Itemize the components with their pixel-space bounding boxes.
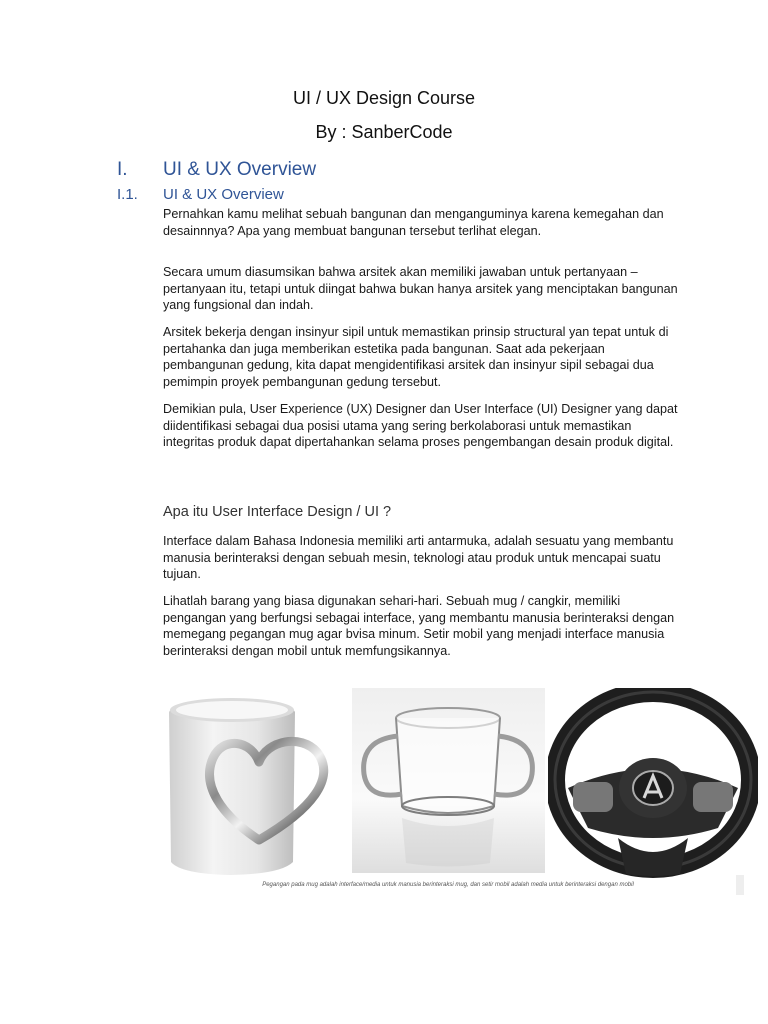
ui-heading: Apa itu User Interface Design / UI ? (163, 504, 392, 520)
paragraph: Pernahkan kamu melihat sebuah bangunan dan menganguminya karena kemegahan dan desainnnya? Apa yang membuat bangunan tersebut terlihat elegan. (163, 207, 664, 238)
figure-caption: Pegangan pada mug adalah interface/media untuk manusia berinteraksi mug, dan setir mobil adalah media untuk berinteraksi dengan mobil (262, 882, 634, 888)
page-scroll-marker (736, 875, 744, 895)
glass-cup-image (352, 688, 545, 873)
document-byline: By : SanberCode (315, 122, 453, 142)
subsection-number: I.1. (117, 186, 138, 203)
paragraph: Secara umum diasumsikan bahwa arsitek akan memiliki jawaban untuk pertanyaan – pertanyaan itu, tetapi untuk diingat bahwa bukan hanya arsitek yang menciptakan bangunan yang fungsional dan indah. (163, 265, 678, 313)
mug-image (161, 690, 350, 878)
paragraph: Demikian pula, User Experience (UX) Designer dan User Interface (UI) Designer yang dapat diidentifikasi sebagai dua posisi utama yang sering berkolaborasi untuk memastikan integritas produk dapat dipertahankan selama proses pengembangan desain produk digital. (163, 402, 678, 450)
section-number: I. (117, 159, 128, 180)
section-title: UI & UX Overview (163, 159, 317, 180)
paragraph: Arsitek bekerja dengan insinyur sipil untuk memastikan prinsip structural yan tepat untuk di pertahanka dan juga memberikan estetika pada bangunan. Saat ada pekerjaan pembangunan gedung, kita dapat mengidentifikasi arsitek dan insinyur sipil sebagai dua pemimpin proyek pembangunan gedung tersebut. (163, 325, 669, 389)
paragraph: Interface dalam Bahasa Indonesia memiliki arti antarmuka, adalah sesuatu yang membantu manusia berinteraksi dengan sebuah mesin, teknologi atau produk untuk mencapai suatu tujuan. (163, 534, 674, 582)
document-title: UI / UX Design Course (292, 88, 476, 108)
subsection-title: UI & UX Overview (163, 186, 284, 203)
paragraph: Lihatlah barang yang biasa digunakan sehari-hari. Sebuah mug / cangkir, memiliki pengangan yang berfungsi sebagai interface, yang membantu manusia berinteraksi dengan memegang pegangan mug agar bvisa minum. Setir mobil yang menjadi interface manusia berinteraksi dengan mobil untuk memfungsikannya. (163, 594, 675, 658)
steering-wheel-image (548, 688, 758, 878)
